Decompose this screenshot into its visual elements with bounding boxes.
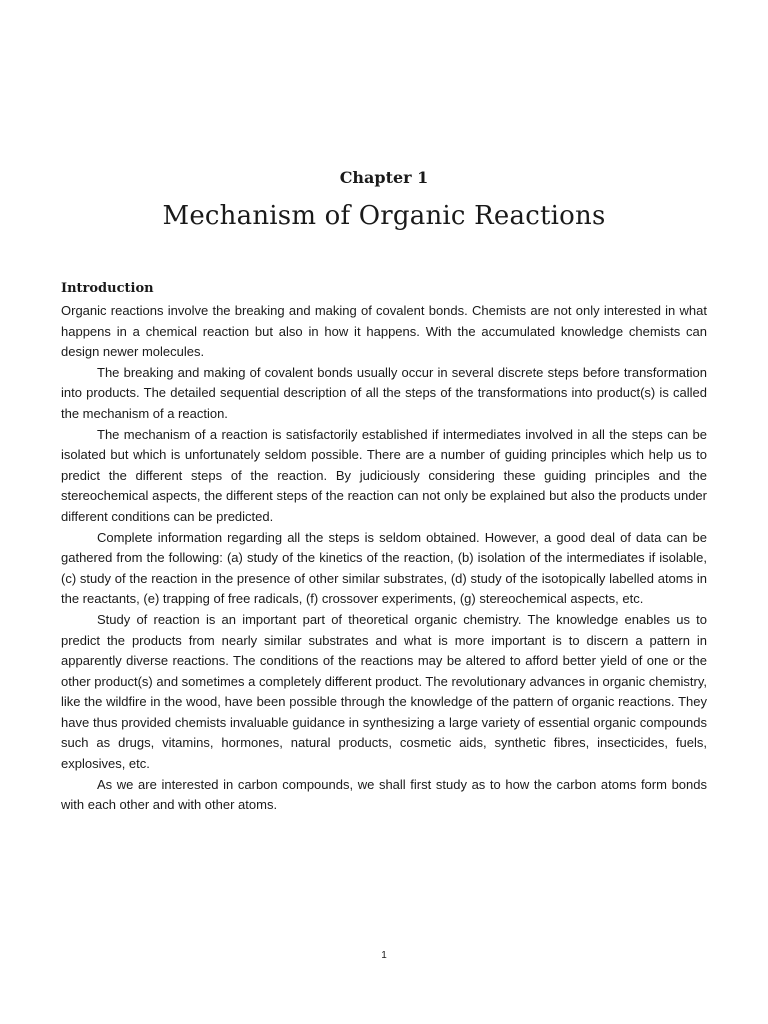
paragraph-3: The mechanism of a reaction is satisfactorily established if intermediates involved in all the steps can be isolated but which is unfortunately seldom possible. There are a number of guiding principles which help us to predict the different steps of the reaction. By judiciously considering these guiding principles and the stereochemical aspects, the different steps of the reaction can not only be explained but also the products under different conditions can be predicted. bbox=[61, 426, 707, 524]
page-number: 1 bbox=[381, 950, 387, 961]
paragraph-2: The breaking and making of covalent bonds usually occur in several discrete steps before transformation into products. The detailed sequential description of all the steps of the transformations into product(s) is called the mechanism of a reaction. bbox=[61, 364, 707, 421]
paragraph-1: Organic reactions involve the breaking and making of covalent bonds. Chemists are not only interested in what happens in a chemical reaction but also in how it happens. With the accumulated knowledge chemists can design newer molecules. bbox=[61, 303, 707, 360]
chapter-title: Mechanism of Organic Reactions bbox=[162, 201, 606, 231]
paragraph-4: Complete information regarding all the steps is seldom obtained. However, a good deal of data can be gathered from the following: (a) study of the kinetics of the reaction, (b) isolation of the intermediates if isolable, (c) study of the reaction in the presence of other similar substrates, (d) study of the isotopically labelled atoms in the reactants, (e) trapping of free radicals, (f) crossover experiments, (g) stereochemical aspects, etc. bbox=[61, 529, 707, 607]
paragraph-6: As we are interested in carbon compounds, we shall first study as to how the carbon atoms form bonds with each other and with other atoms. bbox=[61, 776, 707, 813]
chapter-label: Chapter 1 bbox=[339, 168, 429, 187]
paragraph-5: Study of reaction is an important part of theoretical organic chemistry. The knowledge enables us to predict the products from nearly similar substrates and what is more important is to discern a pattern in apparently diverse reactions. The conditions of the reactions may be altered to afford better yield of one or the other product(s) and sometimes a completely different product. The revolutionary advances in organic chemistry, like the wildfire in the wood, have been possible through the knowledge of the pattern of organic reactions. They have thus provided chemists invaluable guidance in synthesizing a large variety of essential organic compounds such as drugs, vitamins, hormones, natural products, cosmetic aids, synthetic fibres, insecticides, fuels, explosives, etc. bbox=[61, 611, 707, 772]
section-heading: Introduction bbox=[61, 281, 154, 296]
introduction-section bbox=[61, 280, 707, 816]
